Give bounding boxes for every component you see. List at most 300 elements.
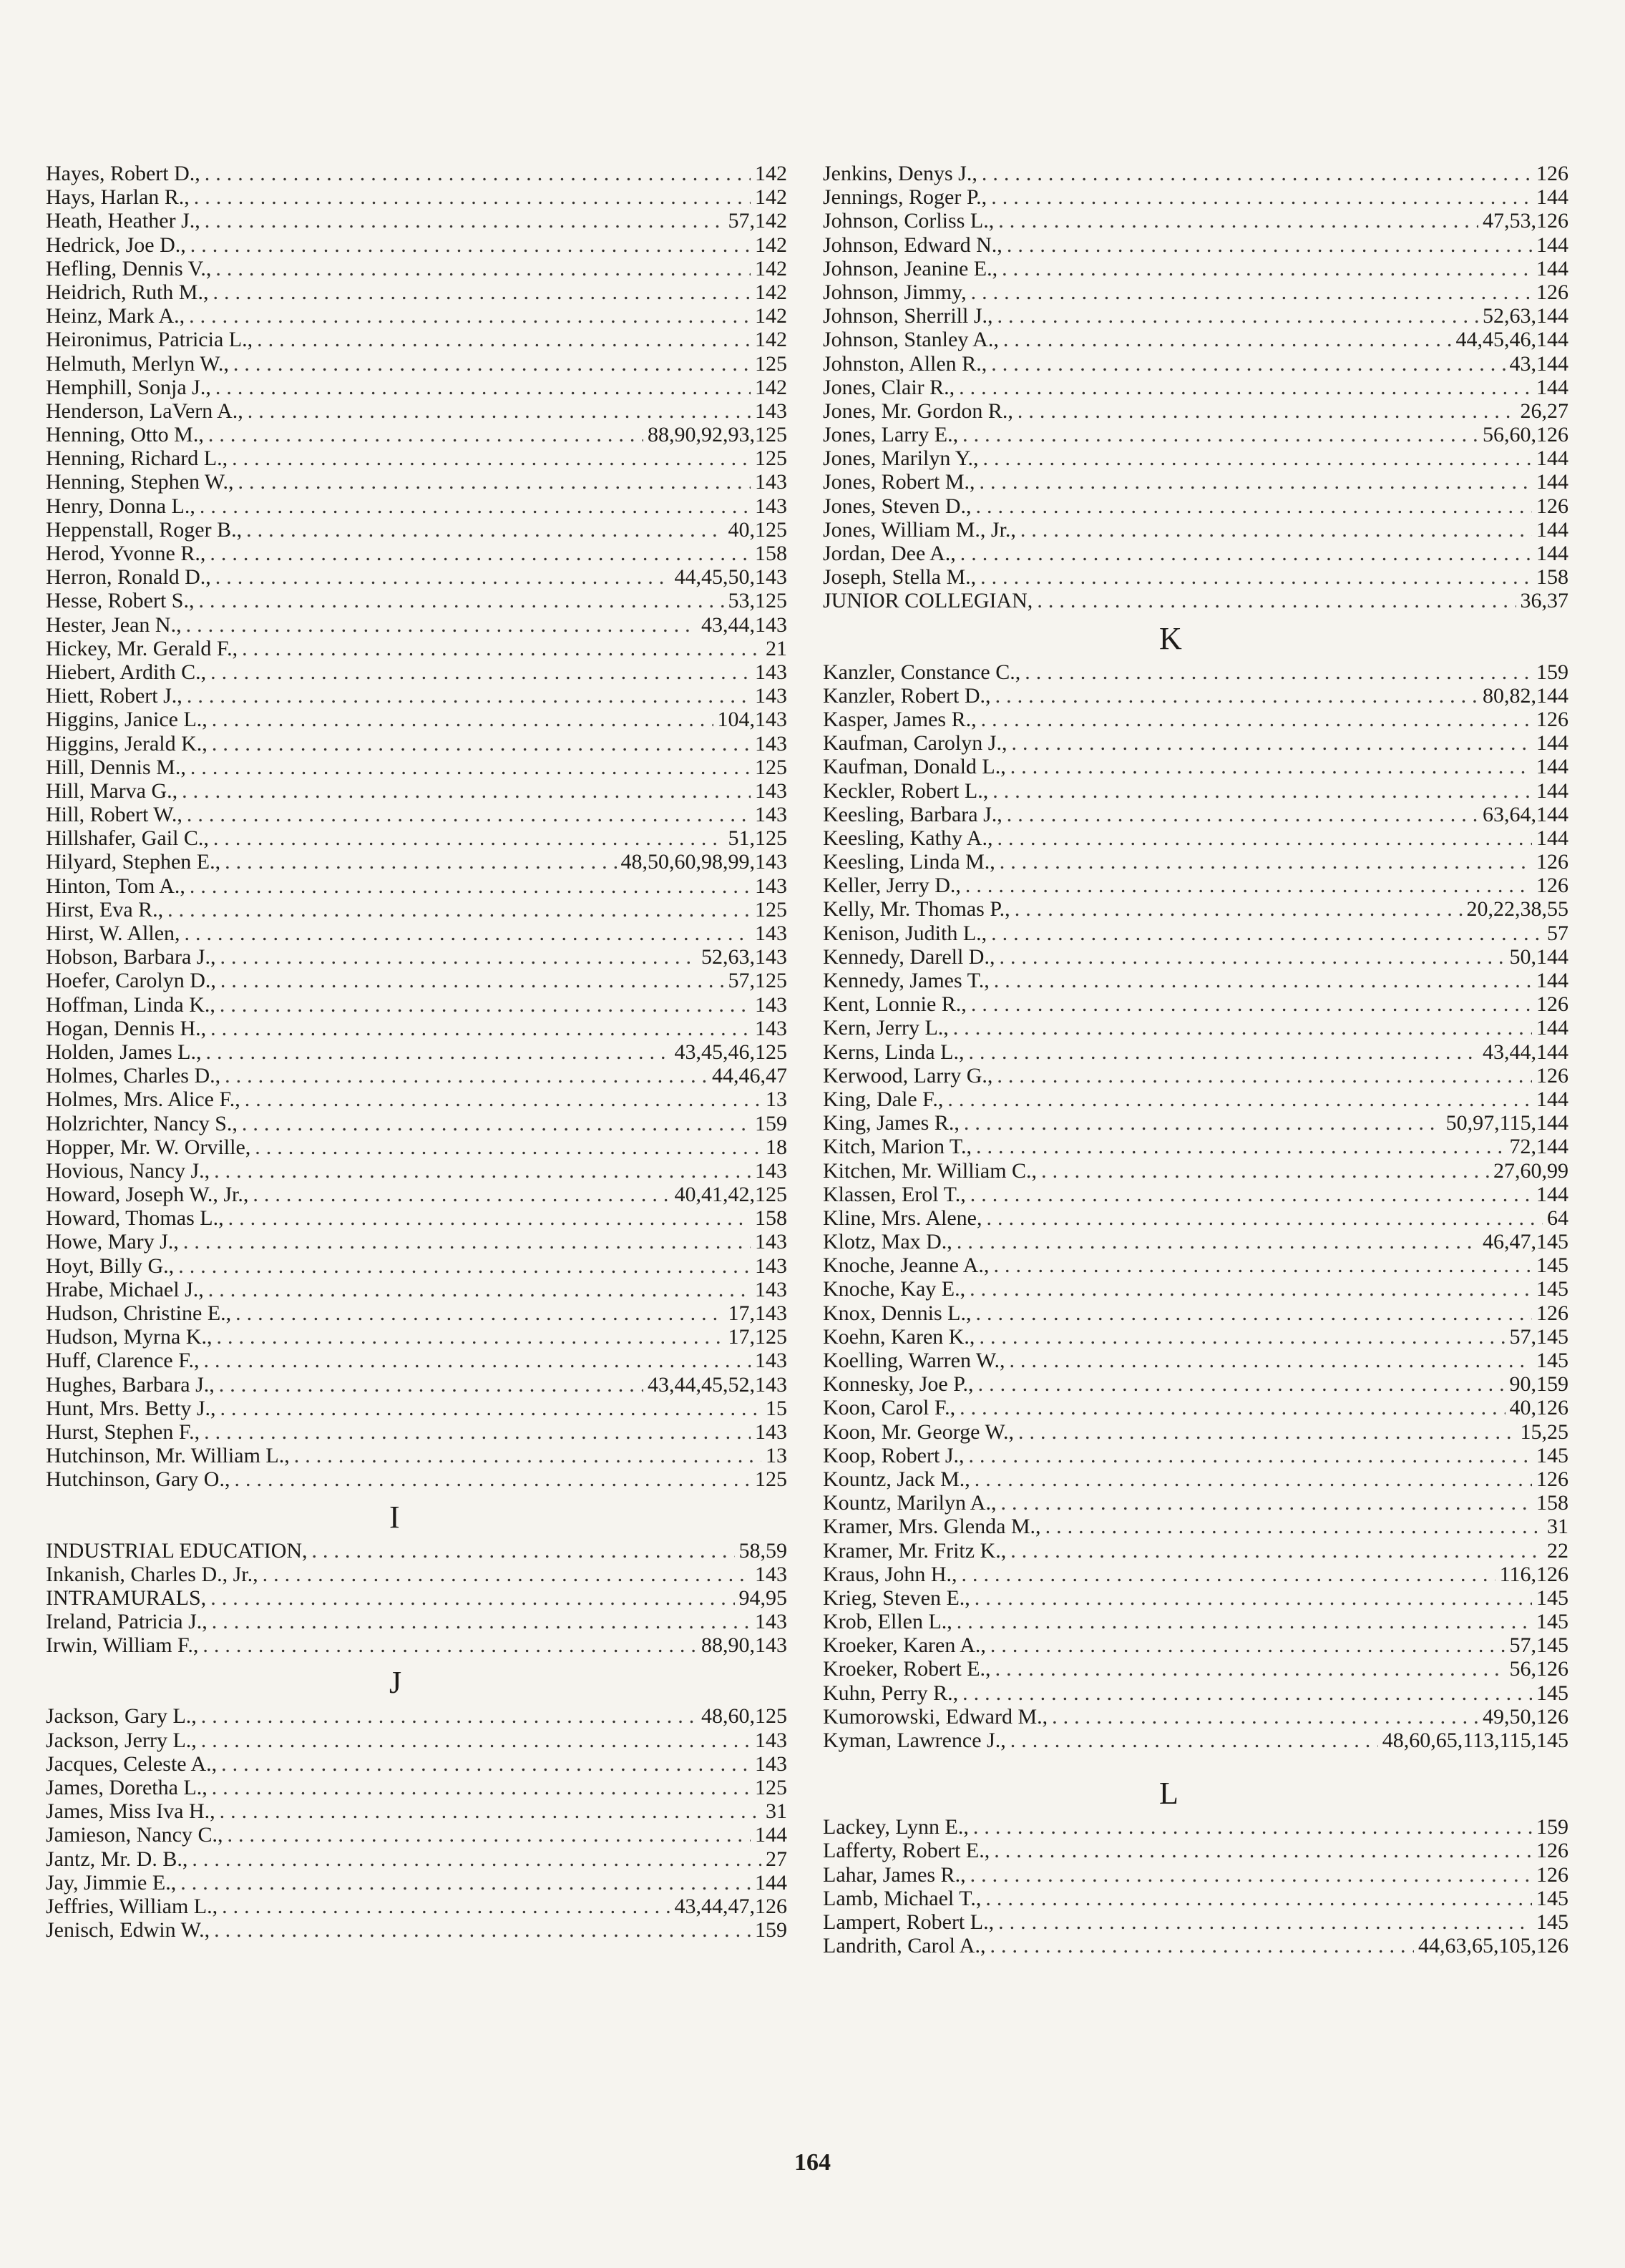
entry-name: King, James R., <box>823 1111 960 1135</box>
dot-leader <box>182 779 751 803</box>
dot-leader <box>997 1064 1532 1087</box>
entry-pages: 126 <box>1536 1301 1568 1325</box>
entry-name: Lafferty, Robert E., <box>823 1839 990 1863</box>
entry-pages: 57,125 <box>728 969 787 993</box>
dot-leader <box>973 1815 1532 1839</box>
index-entry <box>46 1420 787 1444</box>
index-entry <box>46 898 787 922</box>
page-number: 164 <box>794 2149 831 2176</box>
entry-name: Jenisch, Edwin W., <box>46 1918 210 1942</box>
index-entry <box>46 518 787 542</box>
entry-name: Hickey, Mr. Gerald F., <box>46 636 238 660</box>
entry-name: Kaufman, Carolyn J., <box>823 731 1007 756</box>
entry-name: Kitchen, Mr. William C., <box>823 1158 1038 1183</box>
entry-name: Jay, Jimmie E., <box>46 1870 177 1895</box>
index-entry <box>46 1040 787 1064</box>
entry-name: Jackson, Gary L., <box>46 1704 197 1729</box>
entry-pages: 36,37 <box>1520 589 1568 613</box>
entry-name: Hirst, W. Allen, <box>46 922 180 945</box>
dot-leader <box>975 1301 1532 1325</box>
entry-pages: 143 <box>755 1349 787 1373</box>
entry-name: Jones, William M., Jr., <box>823 517 1016 542</box>
index-entry <box>823 1420 1568 1444</box>
entry-name: Koehn, Karen K., <box>823 1324 975 1349</box>
dot-leader <box>1041 1159 1489 1183</box>
dot-leader <box>986 1206 1543 1230</box>
entry-pages: 90,159 <box>1509 1372 1568 1397</box>
index-entry <box>46 874 787 898</box>
entry-pages: 158 <box>1536 1491 1568 1515</box>
dot-leader <box>978 1372 1506 1396</box>
dot-leader <box>947 1087 1532 1111</box>
entry-pages: 44,45,46,144 <box>1455 328 1568 352</box>
entry-name: Koop, Robert J., <box>823 1443 965 1467</box>
entry-name: Lahar, James R., <box>823 1862 966 1887</box>
dot-leader <box>1007 803 1478 826</box>
entry-pages: 57,145 <box>1509 1633 1568 1658</box>
index-entry <box>46 637 787 660</box>
index-entry <box>823 565 1568 589</box>
dot-leader <box>238 470 751 494</box>
entry-name: Hesse, Robert S., <box>46 589 195 613</box>
dot-leader <box>993 1253 1532 1277</box>
dot-leader <box>245 1087 761 1111</box>
dot-leader <box>971 992 1532 1016</box>
entry-name: Johnson, Jimmy, <box>823 280 967 304</box>
entry-pages: 126 <box>1536 494 1568 518</box>
entry-name: Lackey, Lynn E., <box>823 1815 969 1839</box>
entry-name: Hoyt, Billy G., <box>46 1253 175 1278</box>
dot-leader <box>975 1467 1532 1491</box>
entry-name: Hill, Marva G., <box>46 778 178 803</box>
entry-pages: 48,60,65,113,115,145 <box>1382 1729 1568 1752</box>
entry-pages: 142 <box>755 233 787 257</box>
index-entry <box>823 1887 1568 1910</box>
entry-name: Jackson, Jerry L., <box>46 1728 197 1752</box>
index-entry <box>46 1254 787 1278</box>
index-entry <box>823 660 1568 684</box>
dot-leader <box>957 1230 1478 1253</box>
index-entry <box>823 1325 1568 1349</box>
index-entry <box>823 897 1568 921</box>
index-entry <box>46 1823 787 1847</box>
entry-pages: 50,97,115,144 <box>1445 1111 1568 1135</box>
entry-pages: 144 <box>1536 446 1568 471</box>
entry-pages: 125 <box>755 1467 787 1492</box>
index-entry <box>823 542 1568 565</box>
entry-pages: 43,44,144 <box>1483 1040 1568 1064</box>
entry-pages: 18 <box>766 1135 787 1159</box>
dot-leader <box>255 1135 761 1159</box>
entry-name: Johnson, Edward N., <box>823 233 1002 257</box>
entry-name: Herron, Ronald D., <box>46 565 211 590</box>
dot-leader <box>294 1444 761 1467</box>
entry-name: Henderson, LaVern A., <box>46 399 243 423</box>
dot-leader <box>210 1586 734 1610</box>
dot-leader <box>187 803 751 826</box>
entry-pages: 44,45,50,143 <box>674 565 787 590</box>
dot-leader <box>994 1839 1532 1862</box>
dot-leader <box>228 1206 751 1230</box>
dot-leader <box>1052 1705 1478 1729</box>
entry-pages: 53,125 <box>728 589 787 613</box>
entry-pages: 43,44,45,52,143 <box>648 1372 787 1397</box>
dot-leader <box>1003 328 1452 351</box>
dot-leader <box>960 1396 1505 1419</box>
entry-name: Joseph, Stella M., <box>823 565 977 590</box>
index-entry <box>46 1847 787 1871</box>
dot-leader <box>215 257 751 280</box>
dot-leader <box>180 1871 751 1895</box>
entry-pages: 144 <box>1536 470 1568 494</box>
entry-name: Heidrich, Ruth M., <box>46 280 209 304</box>
entry-name: Koon, Carol F., <box>823 1396 956 1420</box>
entry-pages: 144 <box>755 1823 787 1847</box>
dot-leader <box>192 1847 761 1871</box>
dot-leader <box>205 209 724 233</box>
entry-pages: 158 <box>1536 565 1568 590</box>
entry-name: Higgins, Jerald K., <box>46 731 208 756</box>
dot-leader <box>217 1325 724 1349</box>
dot-leader <box>959 376 1532 399</box>
entry-pages: 158 <box>755 1206 787 1231</box>
entry-pages: 144 <box>1536 755 1568 779</box>
dot-leader <box>983 446 1533 470</box>
entry-name: Inkanish, Charles D., Jr., <box>46 1562 258 1586</box>
index-entry <box>823 1491 1568 1515</box>
index-entry <box>46 257 787 280</box>
dot-leader <box>213 826 724 850</box>
index-entry <box>823 1396 1568 1419</box>
entry-pages: 56,126 <box>1509 1657 1568 1681</box>
entry-pages: 43,144 <box>1509 351 1568 376</box>
entry-pages: 58,59 <box>738 1538 787 1563</box>
index-entry <box>823 185 1568 209</box>
dot-leader <box>970 1183 1532 1206</box>
entry-name: JUNIOR COLLEGIAN, <box>823 589 1033 613</box>
dot-leader <box>1025 660 1532 684</box>
index-entry <box>823 304 1568 328</box>
index-entry <box>46 660 787 684</box>
dot-leader <box>991 352 1505 376</box>
entry-name: Koon, Mr. George W., <box>823 1419 1014 1444</box>
entry-pages: 145 <box>1536 1253 1568 1278</box>
entry-name: Hayes, Robert D., <box>46 162 200 185</box>
index-entry <box>46 542 787 565</box>
dot-leader <box>1010 1729 1378 1752</box>
entry-name: Hill, Dennis M., <box>46 755 186 779</box>
entry-pages: 125 <box>755 755 787 779</box>
dot-leader <box>220 945 697 969</box>
dot-leader <box>979 1325 1505 1349</box>
entry-pages: 57,145 <box>1509 1324 1568 1349</box>
entry-name: Hefling, Dennis V., <box>46 256 212 280</box>
dot-leader <box>213 280 751 304</box>
index-entry <box>823 1206 1568 1230</box>
entry-pages: 48,50,60,98,99,143 <box>620 850 787 874</box>
index-entry <box>823 1539 1568 1563</box>
entry-name: Heppenstall, Roger B., <box>46 517 243 542</box>
index-entry <box>823 1135 1568 1158</box>
index-entry <box>46 1159 787 1183</box>
entry-pages: 143 <box>755 992 787 1017</box>
entry-name: Higgins, Janice L., <box>46 708 208 732</box>
dot-leader <box>246 518 723 542</box>
index-entry <box>46 1871 787 1895</box>
index-entry <box>46 352 787 376</box>
entry-pages: 52,63,143 <box>701 945 787 969</box>
entry-pages: 145 <box>1536 1443 1568 1467</box>
dot-leader <box>215 376 751 399</box>
entry-pages: 31 <box>1547 1515 1568 1539</box>
entry-pages: 142 <box>755 304 787 328</box>
entry-name: Landrith, Carol A., <box>823 1934 986 1958</box>
dot-leader <box>225 850 616 874</box>
entry-name: Jones, Steven D., <box>823 494 972 518</box>
dot-leader <box>167 898 751 922</box>
entry-pages: 126 <box>1536 1839 1568 1863</box>
entry-name: Hurst, Stephen F., <box>46 1419 200 1444</box>
entry-pages: 145 <box>1536 1585 1568 1610</box>
entry-pages: 143 <box>755 922 787 945</box>
entry-name: Kelly, Mr. Thomas P., <box>823 897 1010 922</box>
left-index-column <box>46 162 787 1942</box>
dot-leader <box>221 1752 751 1776</box>
index-entry <box>46 779 787 803</box>
entry-name: Jordan, Dee A., <box>823 542 956 565</box>
index-entry <box>46 1230 787 1253</box>
entry-name: Kenison, Judith L., <box>823 921 987 945</box>
index-entry <box>823 376 1568 399</box>
entry-name: Hinton, Tom A., <box>46 874 185 898</box>
entry-pages: 49,50,126 <box>1483 1704 1568 1729</box>
entry-name: Johnson, Stanley A., <box>823 328 999 352</box>
dot-leader <box>186 613 697 637</box>
entry-pages: 64 <box>1547 1206 1568 1230</box>
dot-leader <box>990 1633 1506 1657</box>
index-entry <box>46 1206 787 1230</box>
index-entry <box>46 1183 787 1206</box>
entry-pages: 15 <box>766 1396 787 1420</box>
entry-name: Hester, Jean N., <box>46 612 182 637</box>
entry-pages: 142 <box>755 328 787 352</box>
index-entry <box>823 1657 1568 1681</box>
entry-pages: 50,144 <box>1509 944 1568 969</box>
dot-leader <box>210 542 751 565</box>
dot-leader <box>312 1539 735 1563</box>
dot-leader <box>210 660 751 684</box>
dot-leader <box>1000 850 1532 874</box>
dot-leader <box>964 1111 1442 1135</box>
dot-leader <box>981 708 1532 731</box>
entry-name: Lamb, Michael T., <box>823 1886 982 1910</box>
dot-leader <box>1015 897 1463 921</box>
index-entry <box>46 1799 787 1823</box>
entry-name: Jones, Larry E., <box>823 423 959 447</box>
dot-leader <box>995 684 1478 708</box>
dot-leader <box>1020 518 1532 542</box>
entry-name: Kramer, Mr. Fritz K., <box>823 1538 1007 1563</box>
index-entry <box>46 945 787 969</box>
entry-name: Keller, Jerry D., <box>823 874 961 898</box>
dot-leader <box>183 1230 751 1253</box>
dot-leader <box>253 1183 670 1206</box>
entry-pages: 145 <box>1536 1277 1568 1301</box>
dot-leader <box>968 1040 1478 1064</box>
index-entry <box>823 1087 1568 1111</box>
entry-pages: 143 <box>755 1016 787 1040</box>
index-entry <box>46 1301 787 1325</box>
entry-pages: 143 <box>755 1419 787 1444</box>
index-entry <box>823 1515 1568 1538</box>
dot-leader <box>1045 1515 1543 1538</box>
entry-name: Jamieson, Nancy C., <box>46 1823 223 1847</box>
entry-pages: 72,144 <box>1509 1135 1568 1159</box>
index-entry <box>823 518 1568 542</box>
dot-leader <box>975 494 1532 518</box>
index-entry <box>823 850 1568 874</box>
dot-leader <box>214 1918 751 1942</box>
entry-name: Kaufman, Donald L., <box>823 755 1006 779</box>
entry-name: Howard, Thomas L., <box>46 1206 224 1231</box>
entry-name: Holzrichter, Nancy S., <box>46 1111 238 1135</box>
entry-name: Krieg, Steven E., <box>823 1585 970 1610</box>
index-entry <box>46 1586 787 1610</box>
entry-pages: 143 <box>755 1562 787 1586</box>
dot-leader <box>234 1467 751 1491</box>
entry-pages: 159 <box>755 1918 787 1942</box>
entry-pages: 142 <box>755 162 787 185</box>
dot-leader <box>242 1112 751 1135</box>
index-entry <box>46 470 787 494</box>
entry-pages: 15,25 <box>1520 1419 1568 1444</box>
dot-leader <box>970 1863 1532 1887</box>
entry-name: Hutchinson, Gary O., <box>46 1467 230 1492</box>
dot-leader <box>971 280 1532 304</box>
entry-pages: 13 <box>766 1087 787 1112</box>
entry-pages: 125 <box>755 897 787 922</box>
entry-name: Henning, Otto M., <box>46 423 204 447</box>
entry-pages: 40,41,42,125 <box>674 1183 787 1207</box>
index-entry <box>46 1467 787 1491</box>
entry-name: Hovious, Nancy J., <box>46 1158 210 1183</box>
index-entry <box>823 1467 1568 1491</box>
dot-leader <box>980 565 1532 589</box>
index-entry <box>823 992 1568 1016</box>
section-letter-heading: I <box>389 1499 400 1535</box>
index-entry <box>46 1918 787 1942</box>
index-entry <box>823 1815 1568 1839</box>
entry-pages: 144 <box>1536 517 1568 542</box>
entry-pages: 143 <box>755 731 787 756</box>
dot-leader <box>178 1254 751 1278</box>
index-entry <box>46 162 787 185</box>
index-entry <box>46 1017 787 1040</box>
index-entry <box>46 1539 787 1563</box>
index-entry <box>823 1633 1568 1657</box>
entry-name: Jennings, Roger P., <box>823 185 987 210</box>
index-entry <box>823 1729 1568 1752</box>
index-entry <box>46 209 787 233</box>
dot-leader <box>263 1563 751 1586</box>
dot-leader <box>190 874 751 898</box>
entry-pages: 126 <box>1536 874 1568 898</box>
dot-leader <box>203 1349 751 1372</box>
index-entry <box>823 423 1568 446</box>
entry-name: Hillshafer, Gail C., <box>46 826 209 851</box>
dot-leader <box>999 945 1505 969</box>
index-entry <box>46 1729 787 1752</box>
dot-leader <box>992 779 1532 803</box>
entry-name: Keesling, Kathy A., <box>823 826 993 850</box>
index-entry <box>46 1064 787 1087</box>
dot-leader <box>1010 755 1532 778</box>
entry-name: Ireland, Patricia J., <box>46 1610 208 1634</box>
entry-pages: 144 <box>1536 1182 1568 1206</box>
index-entry <box>46 993 787 1017</box>
entry-pages: 94,95 <box>738 1585 787 1610</box>
entry-pages: 21 <box>766 636 787 660</box>
entry-name: Hoefer, Carolyn D., <box>46 969 216 993</box>
dot-leader <box>201 1704 697 1728</box>
dot-leader <box>220 1799 761 1823</box>
entry-pages: 126 <box>1536 1862 1568 1887</box>
entry-name: Kasper, James R., <box>823 707 977 731</box>
dot-leader <box>189 304 751 328</box>
entry-name: Knoche, Jeanne A., <box>823 1253 990 1278</box>
entry-pages: 48,60,125 <box>701 1704 787 1729</box>
entry-pages: 144 <box>1536 185 1568 210</box>
dot-leader <box>202 1633 697 1657</box>
entry-name: Hays, Harlan R., <box>46 185 190 210</box>
dot-leader <box>233 352 751 376</box>
index-entry <box>823 874 1568 897</box>
dot-leader <box>1010 1539 1543 1563</box>
dot-leader <box>998 1910 1532 1934</box>
entry-name: Kerwood, Larry G., <box>823 1063 993 1087</box>
entry-pages: 40,126 <box>1509 1396 1568 1420</box>
entry-name: Koelling, Warren W., <box>823 1349 1005 1372</box>
entry-pages: 144 <box>1536 778 1568 803</box>
dot-leader <box>210 1017 751 1040</box>
section-letter-heading: K <box>1159 620 1182 656</box>
entry-name: Heironimus, Patricia L., <box>46 328 253 352</box>
entry-pages: 116,126 <box>1499 1562 1568 1586</box>
index-entry <box>46 1704 787 1728</box>
index-entry <box>823 494 1568 518</box>
index-entry <box>46 1373 787 1397</box>
entry-name: Johnston, Allen R., <box>823 351 987 376</box>
index-entry <box>823 589 1568 612</box>
entry-name: Jacques, Celeste A., <box>46 1751 218 1776</box>
entry-name: INTRAMURALS, <box>46 1585 207 1610</box>
entry-name: Kerns, Linda L., <box>823 1040 965 1064</box>
index-entry <box>46 1610 787 1633</box>
dot-leader <box>1037 589 1516 612</box>
index-entry <box>46 1444 787 1467</box>
index-entry <box>823 1586 1568 1610</box>
dot-leader <box>953 1016 1532 1040</box>
entry-name: Kountz, Jack M., <box>823 1467 970 1491</box>
entry-name: Keesling, Barbara J., <box>823 802 1002 826</box>
dot-leader <box>242 637 761 660</box>
dot-leader <box>990 1934 1414 1957</box>
index-entry <box>46 1349 787 1372</box>
index-entry <box>823 1610 1568 1633</box>
entry-pages: 47,53,126 <box>1483 209 1568 233</box>
index-entry <box>823 280 1568 304</box>
entry-pages: 57 <box>1547 921 1568 945</box>
